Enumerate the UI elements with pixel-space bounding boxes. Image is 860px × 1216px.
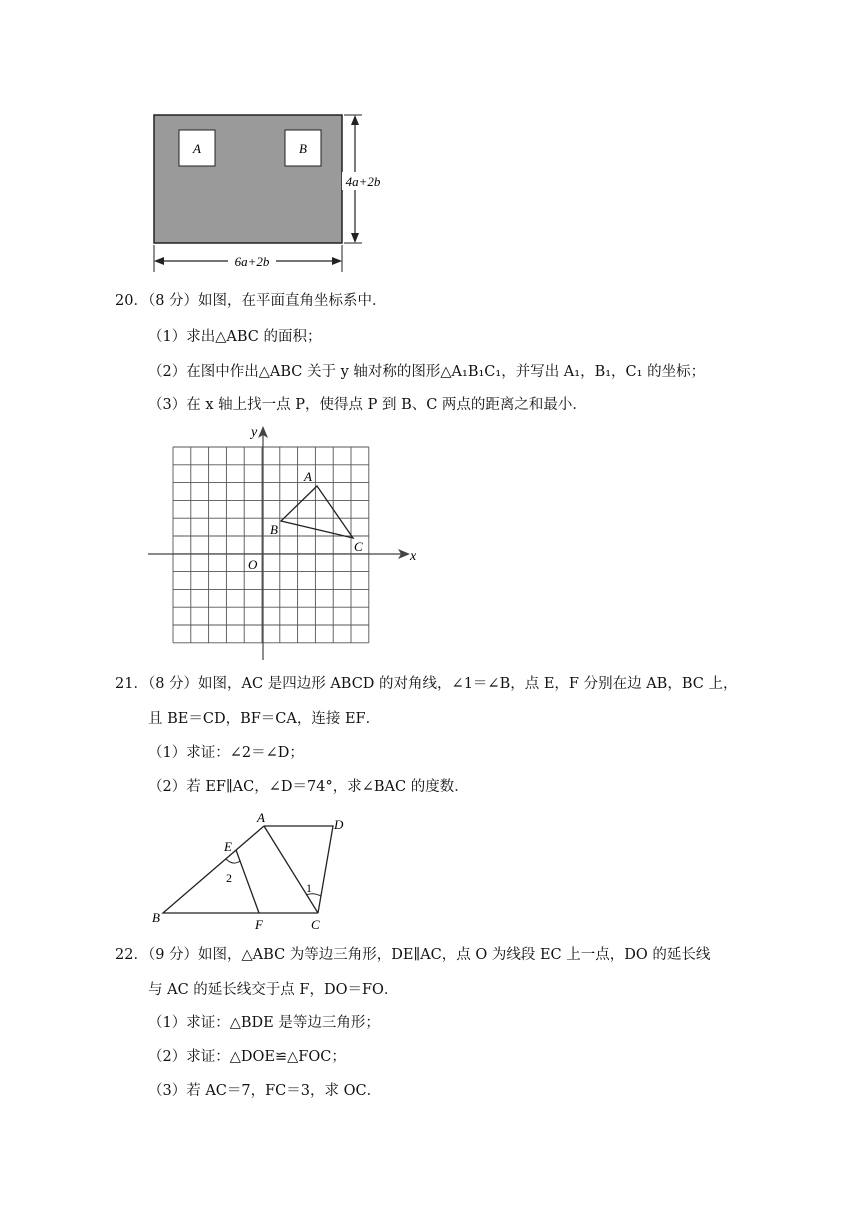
point-c-label: C <box>311 917 320 932</box>
square-a-label: A <box>193 141 201 156</box>
point-a-label: A <box>257 810 265 825</box>
y-axis-label: y <box>251 425 258 440</box>
q20-part3: （3）在 x 轴上找一点 P，使得点 P 到 B、C 两点的距离之和最小． <box>148 397 587 413</box>
angle-1-label: 1 <box>306 881 312 895</box>
q22-part3: （3）若 AC＝7，FC＝3，求 OC． <box>148 1083 382 1099</box>
q22-stem-line1: 22．（9 分）如图，△ABC 为等边三角形，DE∥AC，点 O 为线段 EC 上一点，DO 的延长线 <box>115 947 711 963</box>
q20-part2: （2）在图中作出△ABC 关于 y 轴对称的图形△A₁B₁C₁，并写出 A₁，B₁，C₁ 的坐标； <box>148 364 706 380</box>
point-e-label: E <box>224 839 232 854</box>
sides-adc <box>264 826 333 913</box>
q20-part1: （1）求出△ABC 的面积； <box>148 329 322 345</box>
angle-2-arc <box>226 859 240 863</box>
q20-stem: 20．（8 分）如图，在平面直角坐标系中． <box>115 293 387 309</box>
q22-stem-line2: 与 AC 的延长线交于点 F，DO＝FO． <box>148 982 399 998</box>
coordinate-grid-figure <box>140 420 430 665</box>
height-label: 4a+2b <box>345 174 381 189</box>
grid-lines <box>173 447 369 643</box>
q21-stem-line1: 21．（8 分）如图，AC 是四边形 ABCD 的对角线，∠1＝∠B，点 E，F 分别在边 AB，BC 上， <box>115 676 738 692</box>
segment-ef <box>236 850 259 913</box>
x-axis-label: x <box>410 549 417 564</box>
q21-stem-line2: 且 BE＝CD，BF＝CA，连接 EF． <box>148 711 381 727</box>
q21-part1: （1）求证：∠2＝∠D； <box>148 745 304 761</box>
point-a-label: A <box>304 469 312 484</box>
square-b-label: B <box>299 141 307 156</box>
point-b-label: B <box>270 522 278 537</box>
origin-label: O <box>248 557 258 572</box>
point-c-label: C <box>354 539 363 554</box>
triangle-abc <box>281 486 353 538</box>
q22-part2: （2）求证：△DOE≌△FOC； <box>148 1049 346 1065</box>
quadrilateral-figure <box>140 805 360 933</box>
point-b-label: B <box>152 910 160 925</box>
rectangle-figure <box>140 105 400 280</box>
width-label: 6a+2b <box>234 254 270 269</box>
diagonal-ac <box>264 826 318 913</box>
q21-part2: （2）若 EF∥AC，∠D＝74°，求∠BAC 的度数． <box>148 779 469 795</box>
q22-part1: （1）求证：△BDE 是等边三角形； <box>148 1015 380 1031</box>
angle-2-label: 2 <box>226 871 232 885</box>
point-d-label: D <box>334 817 344 832</box>
point-f-label: F <box>255 917 263 932</box>
triangle-abc-sides <box>163 826 318 913</box>
